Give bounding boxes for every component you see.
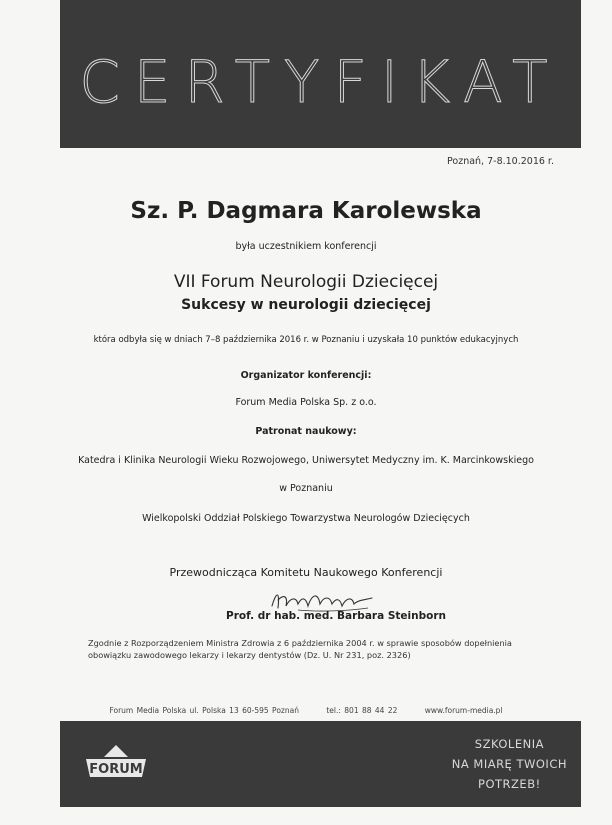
footer-phone: tel.: 801 88 44 22: [326, 706, 398, 715]
slogan: [452, 734, 567, 794]
footer-band: [60, 721, 581, 807]
participant-name: Sz. P. Dagmara Karolewska: [130, 198, 482, 224]
header-band: [60, 0, 581, 148]
organizer-value: Forum Media Polska Sp. z o.o.: [235, 397, 377, 408]
footer-contact: [0, 706, 612, 715]
conference-subtitle: Sukcesy w neurologii dziecięcej: [181, 297, 431, 313]
organizer-label: Organizator konferencji:: [240, 370, 372, 381]
patronage-line-3: Wielkopolski Oddział Polskiego Towarzystwa Neurologów Dziecięcych: [142, 513, 470, 524]
signer-name: Prof. dr hab. med. Barbara Steinborn: [226, 610, 446, 622]
slogan-line-1: SZKOLENIA: [474, 737, 544, 751]
conference-dates-line: która odbyła się w dniach 7–8 października 2016 r. w Poznaniu i uzyskała 10 punktów edukacyjnych: [93, 335, 519, 345]
slogan-line-3: POTRZEB!: [478, 777, 541, 791]
certificate-title: CERTYFIKAT: [79, 48, 562, 116]
footer-website: www.forum-media.pl: [424, 706, 503, 715]
slogan-line-2: NA MIARĘ TWOICH: [451, 757, 567, 771]
legal-notice: Zgodnie z Rozporządzeniem Ministra Zdrowia z 6 października 2004 r. w sprawie sposobów dopełnienia obowiązku zawodowego lekarzy i lekarzy dentystów (Dz. U. Nr 231, poz. 2326): [88, 638, 512, 660]
footer-address: Forum Media Polska ul. Polska 13 60-595 Poznań: [109, 706, 299, 715]
patronage-label: Patronat naukowy:: [255, 426, 357, 437]
svg-text:FORUM: FORUM: [89, 762, 143, 777]
forum-logo-icon: [82, 743, 150, 787]
patronage-line-2: w Poznaniu: [279, 483, 333, 494]
place-date: Poznań, 7-8.10.2016 r.: [447, 156, 554, 167]
chair-label: Przewodnicząca Komitetu Naukowego Konferencji: [169, 566, 443, 579]
intro-line: była uczestnikiem konferencji: [235, 241, 377, 252]
patronage-line-1: Katedra i Klinika Neurologii Wieku Rozwojowego, Uniwersytet Medyczny im. K. Marcinkowskiego: [78, 455, 534, 466]
conference-title: VII Forum Neurologii Dziecięcej: [173, 272, 439, 292]
